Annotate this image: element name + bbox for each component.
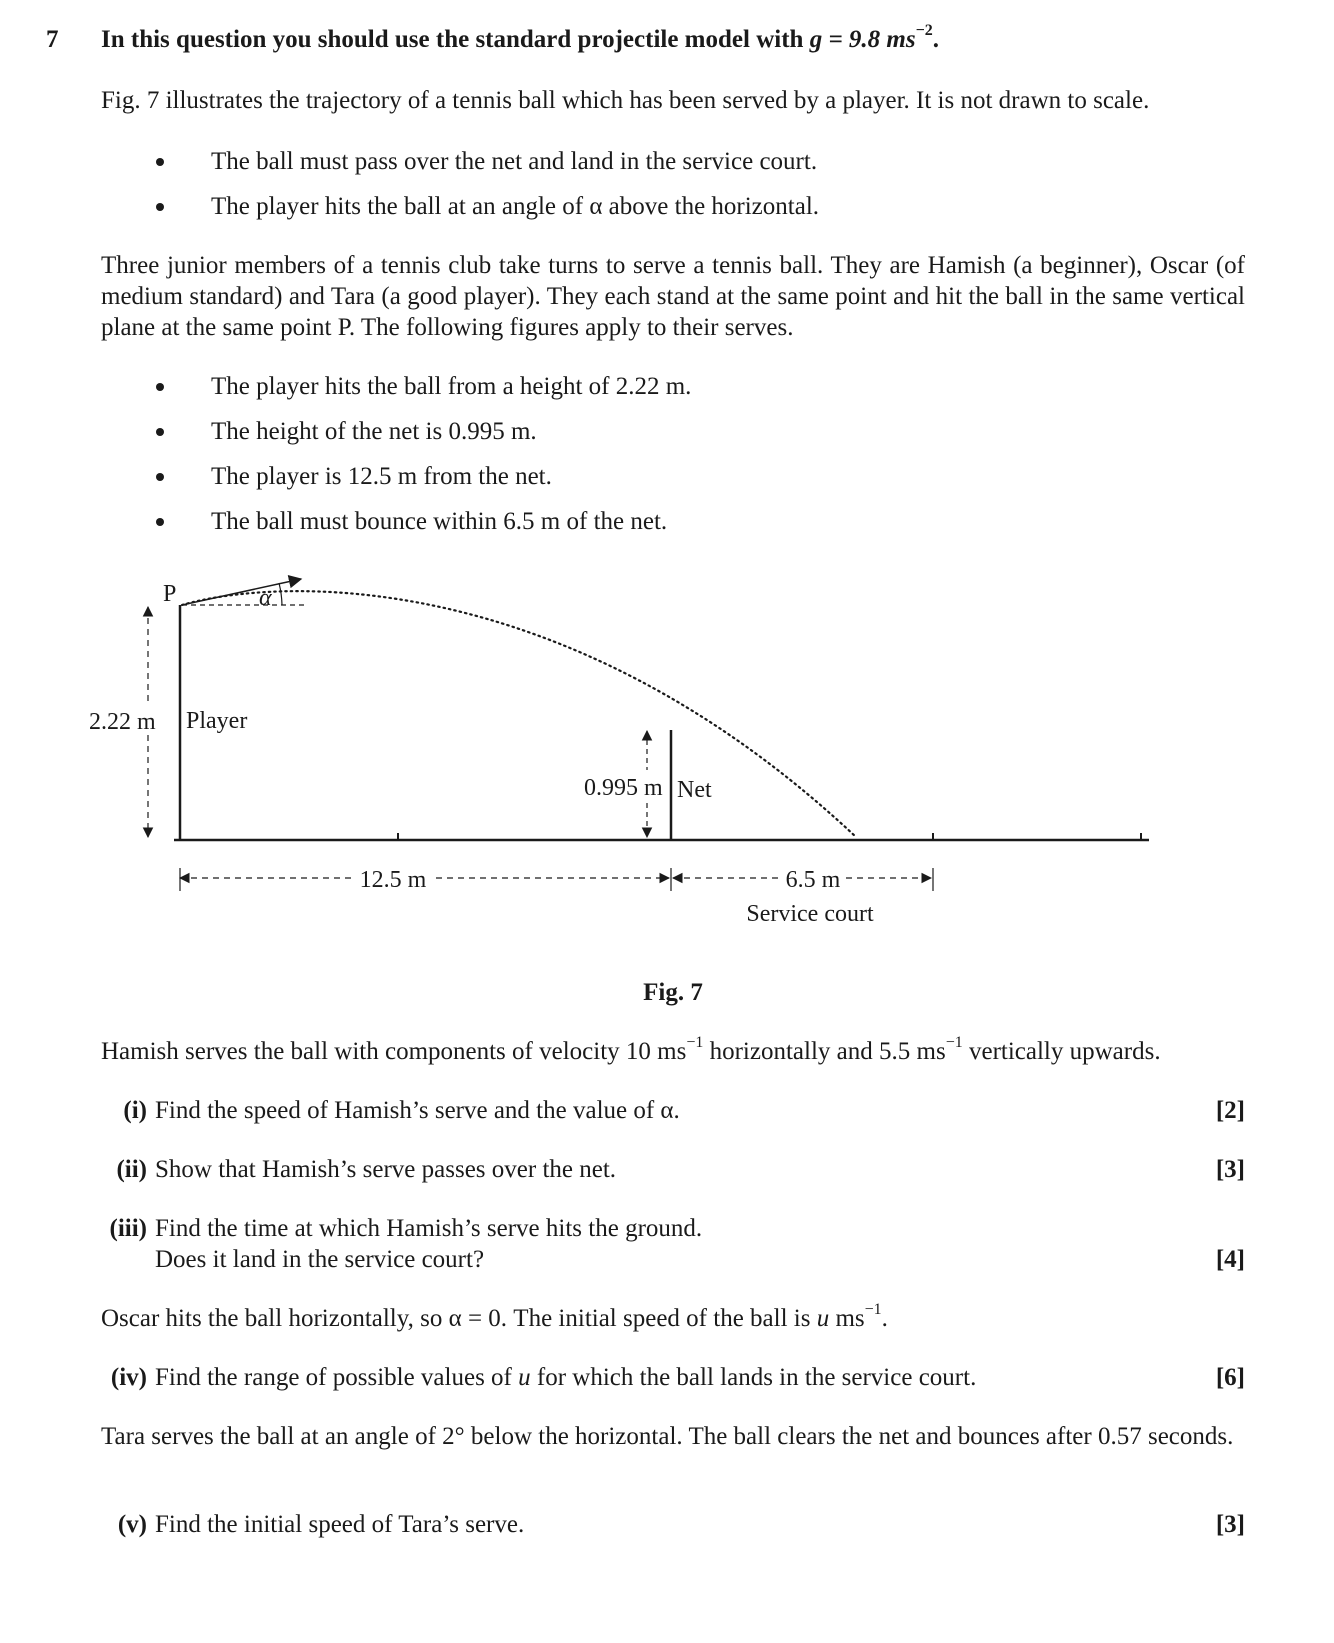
- part-number: (ii): [116, 1156, 147, 1183]
- g-end: .: [932, 26, 939, 53]
- label-player: Player: [186, 708, 248, 734]
- tara-paragraph: Tara serves the ball at an angle of 2° below the horizontal. The ball clears the net and bounces after 0.57 seconds.: [101, 1423, 1234, 1450]
- bullet-icon: [156, 203, 164, 211]
- figure-text: The player hits the ball from a height of 2.22 m.: [211, 373, 692, 400]
- label-alpha: α: [259, 585, 272, 611]
- rule-text: The player hits the ball at an angle of α above the horizontal.: [211, 193, 820, 220]
- label-net: Net: [677, 777, 712, 803]
- part-i: [101, 1095, 1245, 1126]
- figure-caption: Fig. 7: [643, 979, 703, 1006]
- label-p: P: [163, 581, 177, 607]
- hamish-text-c: vertically upwards.: [962, 1038, 1161, 1065]
- part-variable: u: [518, 1364, 531, 1391]
- trajectory-diagram: [89, 565, 1245, 965]
- label-height: 2.22 m: [89, 709, 156, 735]
- part-v: [101, 1509, 1245, 1540]
- part-text: Find the speed of Hamish’s serve and the value of α.: [155, 1097, 680, 1124]
- g-power: −2: [915, 21, 933, 39]
- trajectory-figure: [89, 565, 1245, 965]
- g-expression: g = 9.8 ms: [809, 26, 916, 53]
- part-text: Find the initial speed of Tara’s serve.: [155, 1511, 525, 1538]
- figure-text: The ball must bounce within 6.5 m of the net.: [211, 508, 668, 535]
- bullet-icon: [156, 473, 164, 481]
- oscar-text-a: Oscar hits the ball horizontally, so α = 0. The initial speed of the ball is: [101, 1305, 817, 1332]
- figure-description: Fig. 7 illustrates the trajectory of a tennis ball which has been served by a player. It is not drawn to scale.: [101, 87, 1150, 114]
- part-number: (v): [117, 1511, 147, 1538]
- bullet-icon: [156, 518, 164, 526]
- question-body: [89, 21, 1245, 1540]
- label-court-distance: 6.5 m: [785, 867, 841, 893]
- part-text-line: Find the time at which Hamish’s serve hits the ground.: [155, 1215, 703, 1242]
- hamish-text-a: Hamish serves the ball with components of velocity 10 ms: [101, 1038, 687, 1065]
- list-item: [101, 191, 1245, 236]
- bullet-icon: [156, 428, 164, 436]
- part-number: (iii): [109, 1215, 147, 1242]
- list-item: [101, 371, 1245, 416]
- part-marks: [6]: [1215, 1364, 1245, 1391]
- hamish-power-a: −1: [686, 1033, 704, 1051]
- part-marks: [3]: [1215, 1156, 1245, 1183]
- figure-text: The height of the net is 0.995 m.: [211, 418, 537, 445]
- label-player-distance: 12.5 m: [359, 867, 427, 893]
- trajectory-path: [182, 591, 856, 837]
- bullet-icon: [156, 158, 164, 166]
- label-service-court: Service court: [746, 901, 874, 927]
- question-number: 7: [46, 26, 59, 53]
- part-text-line: Does it land in the service court?: [155, 1246, 485, 1273]
- hamish-power-b: −1: [945, 1033, 963, 1051]
- part-ii: [101, 1154, 1245, 1185]
- oscar-paragraph: [101, 1300, 1245, 1334]
- rules-list: [101, 146, 1245, 236]
- hamish-text-b: horizontally and 5.5 ms: [703, 1038, 946, 1065]
- part-marks: [2]: [1215, 1097, 1245, 1124]
- bullet-icon: [156, 383, 164, 391]
- part-text-a: Find the range of possible values of: [155, 1364, 519, 1391]
- part-marks: [3]: [1215, 1511, 1245, 1538]
- list-item: [101, 416, 1245, 461]
- part-number: (iv): [110, 1364, 147, 1391]
- hamish-paragraph: [101, 1033, 1245, 1067]
- list-item: [101, 461, 1245, 506]
- setup-paragraph: Three junior members of a tennis club take turns to serve a tennis ball. They are Hamish (a beginner), Oscar (of medium standard) and Tara (a good player). They each stand at the same point and hit the ball in the same vertical plane at the same point P. The following figures apply to their serves.: [101, 252, 1245, 341]
- part-number: (i): [123, 1097, 147, 1124]
- oscar-text-b: ms: [829, 1305, 865, 1332]
- intro-text: In this question you should use the standard projectile model with: [101, 26, 804, 53]
- angle-arc: [279, 583, 282, 605]
- part-text-b: for which the ball lands in the service court.: [530, 1364, 977, 1391]
- label-net-height: 0.995 m: [584, 775, 663, 801]
- oscar-variable: u: [816, 1305, 830, 1332]
- list-item: [101, 506, 1245, 551]
- rule-text: The ball must pass over the net and land in the service court.: [211, 148, 818, 175]
- part-iv: [101, 1362, 1245, 1393]
- oscar-power: −1: [864, 1300, 882, 1318]
- question-intro: [101, 21, 1245, 55]
- figure-text: The player is 12.5 m from the net.: [211, 463, 552, 490]
- part-text: Show that Hamish’s serve passes over the net.: [155, 1156, 617, 1183]
- figures-list: [101, 371, 1245, 551]
- part-iii: [101, 1213, 1245, 1275]
- part-marks: [4]: [1215, 1246, 1245, 1273]
- oscar-text-c: .: [881, 1305, 888, 1332]
- list-item: [101, 146, 1245, 191]
